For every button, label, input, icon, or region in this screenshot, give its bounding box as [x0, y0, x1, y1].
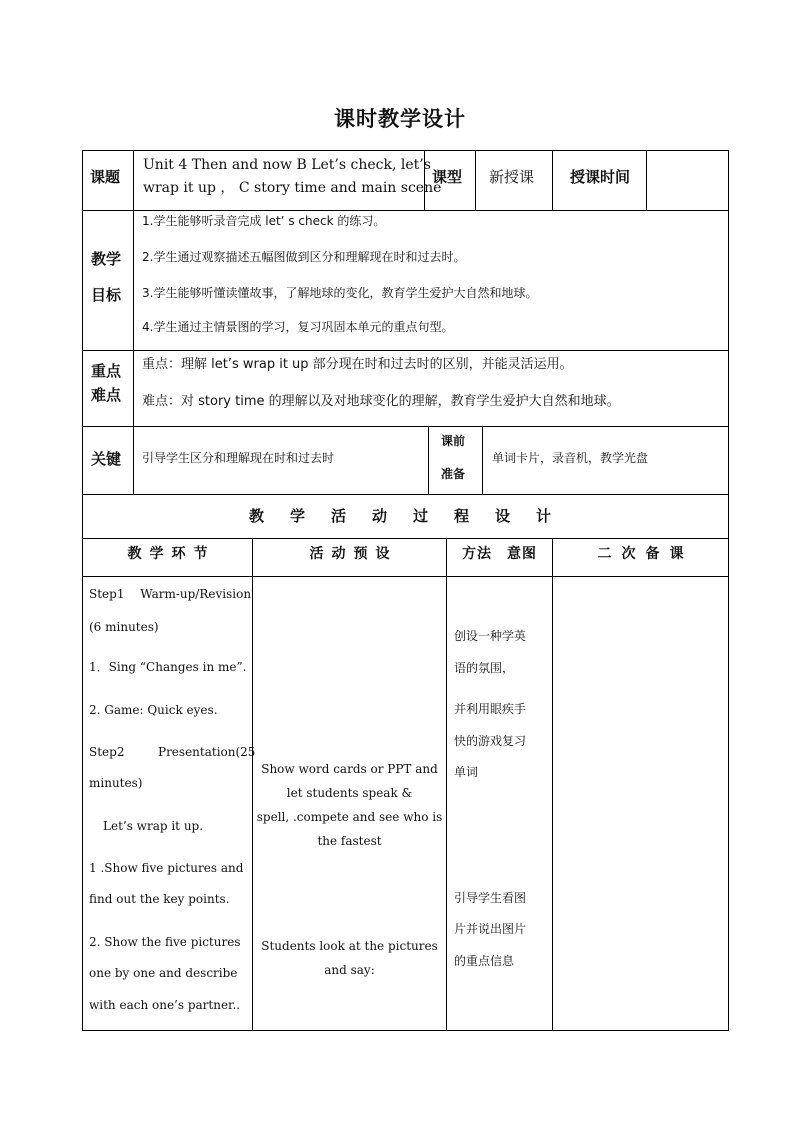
keypoints-label-2: 难点 [91, 386, 122, 404]
prep-label-1: 课前 [441, 434, 466, 448]
topic-line-1: Unit 4 Then and now B Let’s check, let’s [143, 157, 431, 173]
preset-line: Students look at the pictures [261, 939, 438, 953]
activity-section-title: 教学活动过程设计 [248, 507, 577, 525]
objective-item: 2.学生通过观察描述五幅图做到区分和理解现在时和过去时。 [142, 250, 466, 264]
key-focus-text: 重点：理解 let’s wrap it up 部分现在时和过去时的区别，并能灵活运用。 [142, 357, 573, 372]
objectives-label-1: 教学 [91, 250, 122, 268]
method-line: 单词 [454, 765, 479, 779]
preset-line: and say: [324, 963, 375, 977]
step-line: (6 minutes) [89, 620, 159, 634]
class-time-label: 授课时间 [570, 168, 631, 186]
objectives-label-2: 目标 [91, 286, 122, 304]
method-line: 语的氛围， [454, 661, 515, 675]
topic-line-2: wrap it up ， C story time and main scene [143, 180, 442, 196]
step-line: Presentation(25 [158, 745, 256, 759]
preset-line: the fastest [317, 834, 382, 848]
preset-line: let students speak & [286, 786, 413, 800]
method-line: 引导学生看图 [454, 891, 527, 905]
step-line: one by one and describe [89, 966, 238, 980]
step-line: with each one’s partner.. [89, 998, 241, 1012]
lesson-type-label: 课型 [432, 168, 463, 186]
key-difficulty-text: 难点：对 story time 的理解以及对地球变化的理解，教育学生爱护大自然和地球。 [142, 394, 620, 409]
column-header-method: 方法 意图 [462, 546, 537, 562]
step-line: 2. Game: Quick eyes. [89, 703, 218, 717]
page-title: 课时教学设计 [334, 107, 466, 131]
method-line: 并利用眼疾手 [454, 702, 527, 716]
keypoints-label-1: 重点 [91, 362, 122, 380]
step-line: find out the key points. [89, 892, 230, 906]
step-line: 1．Sing “Changes in me”. [89, 660, 247, 674]
column-header-second-prep: 二次备课 [597, 546, 694, 562]
objective-item: 4.学生通过主情景图的学习，复习巩固本单元的重点句型。 [142, 320, 454, 334]
method-line: 的重点信息 [454, 954, 515, 968]
objective-item: 1.学生能够听录音完成 let’ s check 的练习。 [142, 214, 386, 228]
preset-line: Show word cards or PPT and [261, 762, 438, 776]
step-line: 2. Show the five pictures [89, 935, 241, 949]
prep-value: 单词卡片，录音机，教学光盘 [492, 451, 649, 465]
method-line: 片并说出图片 [454, 922, 527, 936]
step-line: 1 .Show five pictures and [89, 861, 244, 875]
method-line: 创设一种学英 [454, 629, 527, 643]
method-line: 快的游戏复习 [454, 734, 527, 748]
column-header-step: 教学环节 [127, 546, 216, 562]
key-value: 引导学生区分和理解现在时和过去时 [142, 451, 335, 465]
step-line: Let’s wrap it up. [103, 819, 204, 833]
prep-label-2: 准备 [441, 467, 466, 481]
topic-label: 课题 [90, 168, 121, 186]
key-label: 关键 [91, 450, 122, 468]
preset-line: spell, .compete and see who is [256, 810, 443, 824]
step-line: minutes) [89, 776, 143, 790]
lesson-type-value: 新授课 [489, 168, 535, 186]
column-header-preset: 活动预设 [309, 546, 398, 562]
objective-item: 3.学生能够听懂读懂故事，了解地球的变化，教育学生爱护大自然和地球。 [142, 286, 538, 300]
step-line: Step2 [89, 745, 125, 759]
step-line: Step1 Warm-up/Revision [89, 587, 252, 601]
